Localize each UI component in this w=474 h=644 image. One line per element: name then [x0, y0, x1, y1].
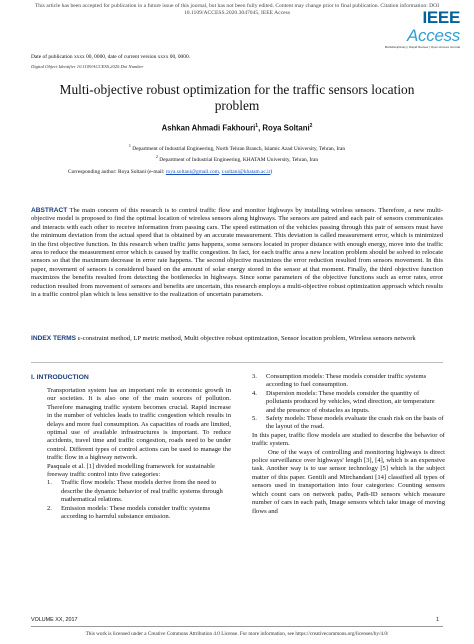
paragraph: Pasquale et al. [1] divided modelling framework for sustainable freeway traffic control into five categories:	[47, 462, 215, 479]
doi-line: Digital Object Identifier 10.1109/ACCESS.2020.Doi Number	[31, 64, 144, 69]
affil-text: Department of Industrial Engineering, North Tehran Branch, Islamic Azad University, Tehran, Iran	[130, 145, 346, 152]
index-terms	[31, 335, 443, 343]
list-item	[252, 415, 445, 432]
author-affil-mark: 2	[309, 123, 313, 129]
affil-mark: 2	[155, 154, 158, 159]
left-column	[31, 373, 231, 522]
affil-mark: 1	[128, 143, 131, 148]
corr-suffix: )	[270, 169, 273, 175]
corresponding-author	[68, 169, 438, 176]
section-divider	[31, 362, 443, 363]
list-number: 4.	[252, 389, 257, 397]
abstract	[31, 207, 443, 299]
author-separator: ,	[258, 123, 263, 133]
list-text: Consumption models: These models consider traffic systems according to fuel consumption.	[266, 373, 427, 389]
right-column	[252, 373, 445, 516]
list-item	[47, 505, 231, 522]
page-number: 1	[436, 617, 439, 623]
notice-line-1: This article has been accepted for publication in a future issue of this journal, but has not been fully edited. Content may change prior to final publication. Citation information: DOI	[34, 3, 440, 9]
ieee-access-logo	[376, 9, 460, 49]
paragraph: Transportation system has an important role in economic growth in our societies. It is also one of the main sources of pollution. Therefore managing traffic system becomes crucial. Rapid increase in the number of vehicles leads to traffic congestion which results in delays and more fuel consumption. As capacities of roads are limited, optimal use of available infrastructures is important. To reduce accidents, travel time and traffic congestion, roads need to be under control. Different types of control actions can be used to manage the traffic flow in a highway network.	[47, 387, 231, 462]
logo-access-text: Access	[407, 26, 460, 45]
index-terms-label: INDEX TERMS	[31, 335, 77, 342]
list-number: 3.	[252, 373, 257, 380]
paper-title: Multi-objective robust optimization for the traffic sensors location problem	[59, 82, 415, 113]
author-name: Roya Soltani	[262, 123, 310, 133]
list-number: 2.	[47, 504, 52, 512]
email-link[interactable]: roya.soltani@gmail.com	[165, 169, 219, 175]
category-list	[252, 373, 445, 432]
author-name: Ashkan Ahmadi Fakhouri	[161, 123, 256, 133]
logo-ieee-text: IEEE	[422, 8, 460, 27]
affiliation-1	[40, 142, 434, 153]
list-number: 1.	[47, 479, 52, 487]
affil-text: Department of Industrial Engineering, KHATAM University, Tehran, Iran	[157, 156, 319, 163]
corr-prefix: Corresponding author: Roya Soltani (e-mail:	[68, 169, 166, 175]
list-item	[47, 479, 231, 504]
left-column-body	[31, 387, 231, 522]
logo-tagline: Multidisciplinary | Rapid Review | Open Access Journal	[384, 45, 460, 49]
list-text: Dispersion models: These models consider the quantity of pollutants produced by vehicles, wind direction, air temperature and the presence of obstacles as inputs.	[266, 389, 435, 414]
list-item	[252, 390, 445, 415]
publication-dates: Date of publication xxxx 00, 0000, date of current version xxxx 00, 0000.	[31, 54, 190, 60]
list-item	[252, 373, 445, 390]
paragraph: In this paper, traffic flow models are studied to describe the behavior of traffic system.	[252, 431, 445, 448]
list-number: 5.	[252, 415, 257, 423]
list-text: Emission models: These models consider traffic systems according to harmful substance emission.	[61, 504, 211, 521]
license-notice: This work is licensed under a Creative Commons Attribution 4.0 License. For more information, see https://creativecommons.org/licenses/by/4.0/	[85, 631, 389, 637]
volume-label: VOLUME XX, 2017	[31, 617, 78, 623]
affiliation-2	[40, 153, 434, 164]
paragraph: One of the ways of controlling and monitoring highways is direct police surveillance over highways' length [3], [4], which is an expensive task. Another way is to use sensor technology [5] which is the subject matter of this paper. Gentili and Mirchandani [14] classified all types of sensors used in transportation into four categories: Counting sensors which count cars on network paths, Path-ID sensors which measure number of cars in each path, Image sensors which take image of moving flows and	[252, 448, 445, 515]
list-text: Traffic flow models: These models derive from the need to describe the dynamic behavior of real traffic systems through mathematical relations.	[61, 479, 223, 504]
author-list	[40, 121, 434, 134]
footer-divider	[31, 626, 443, 627]
corr-separator: ,	[218, 169, 222, 175]
email-link[interactable]: r.soltani@khatam.ac.ir	[221, 169, 271, 175]
abstract-label: ABSTRACT	[31, 207, 68, 214]
list-text: Safety models: These models evaluate the crash risk on the basis of the layout of the road.	[266, 415, 444, 431]
abstract-text: The main concern of this research is to control traffic flow and monitor highways by installing wireless sensors. Therefore, a new multi-objective model is proposed to find the optimal location of wireless sensors along highways. The sensors are paired and each pair of sensors communicates and interacts with each other to receive information from passing cars. The speed estimation of the vehicles passing through this pair of sensors must have the minimum deviation from the actual speed that is obtained by an accurate measurement. This deviation is called measurement error, which is minimized in the first objective function. In this research when traffic jams happens, some sensors located in proper distance with enough energy, move into the traffic area to reduce the measurement error which is caused by traffic congestion. In fact, for each traffic area a new location problem should be solved to relocate sensors so that the maximum decrease in error rate happens. The second objective maximizes the error reduction resulted from sensors movement. In this paper, movement of sensors is considered based on the amount of solar energy stored in the sensor at that moment. Finally, the third objective function maximizes the benefits resulted from detecting the bottlenecks in highways. Since some parameters of the objective functions such as error rates, error reduction resulted from movement of sensors and benefits are uncertain, this research employs a multi-objective robust optimization approach which results in a traffic control plan which is less sensitive to the realization of uncertain parameters.	[31, 207, 443, 299]
author-affil-mark: 1	[255, 123, 259, 129]
index-terms-text: ε-constraint method, LP metric method, Multi objective robust optimization, Sensor location problem, Wireless sensors network	[76, 335, 416, 342]
section-heading: I. INTRODUCTION	[31, 374, 89, 381]
logo-mark	[376, 9, 460, 45]
category-list	[47, 479, 231, 521]
notice-line-2: 10.1109/ACCESS.2020.3047045, IEEE Access	[183, 10, 291, 16]
